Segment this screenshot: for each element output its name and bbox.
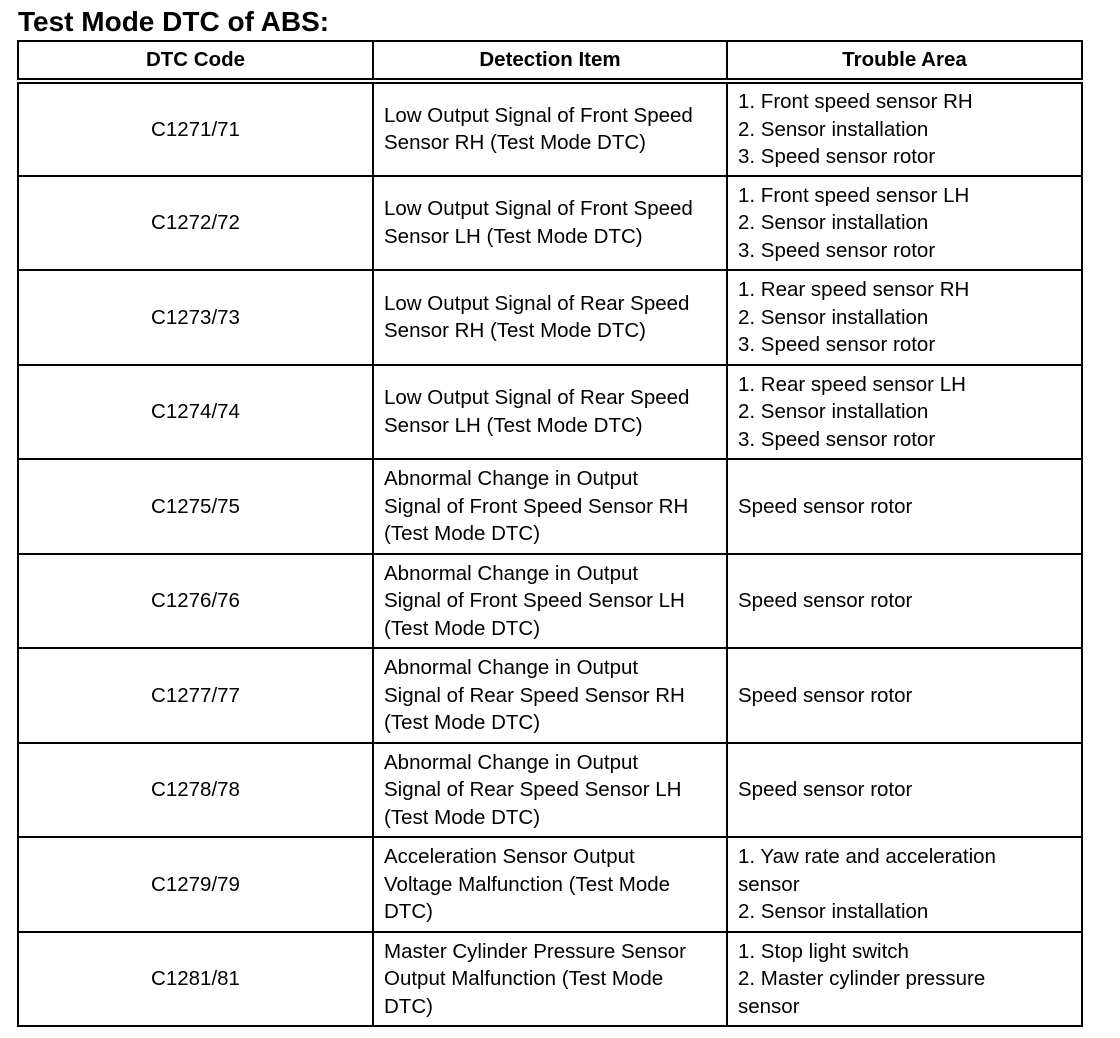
- trouble-area-line: 3. Speed sensor rotor: [738, 238, 936, 262]
- trouble-area-cell: [727, 648, 1082, 743]
- detection-item-line: Low Output Signal of Front Speed: [384, 197, 693, 221]
- table-row: [18, 648, 1082, 743]
- trouble-area-line: sensor: [738, 872, 800, 896]
- detection-item-line: Voltage Malfunction (Test Mode: [384, 872, 671, 896]
- dtc-code-cell: C1273/73: [18, 270, 373, 365]
- trouble-area-cell: [727, 81, 1082, 176]
- table-row: [18, 554, 1082, 649]
- trouble-area-line: 1. Front speed sensor RH: [738, 90, 973, 113]
- trouble-area-line: 2. Sensor installation: [738, 211, 929, 234]
- detection-item-cell: [373, 176, 727, 271]
- trouble-area-line: 2. Sensor installation: [738, 305, 929, 329]
- dtc-code-cell: C1274/74: [18, 365, 373, 460]
- trouble-area-line: Speed sensor rotor: [738, 589, 913, 612]
- detection-item-line: Abnormal Change in Output: [384, 656, 639, 679]
- detection-item-cell: [373, 554, 727, 649]
- dtc-code-cell: C1272/72: [18, 176, 373, 271]
- detection-item-line: Signal of Front Speed Sensor LH: [384, 589, 685, 612]
- trouble-area-cell: [727, 176, 1082, 271]
- dtc-code-cell: C1281/81: [18, 932, 373, 1027]
- detection-item-line: Abnormal Change in Output: [384, 467, 639, 490]
- detection-item-line: Abnormal Change in Output: [384, 561, 639, 585]
- detection-item-line: Abnormal Change in Output: [384, 750, 639, 774]
- dtc-code-cell: C1277/77: [18, 648, 373, 743]
- trouble-area-line: 1. Yaw rate and acceleration: [738, 845, 996, 868]
- trouble-area-line: Speed sensor rotor: [738, 494, 913, 518]
- detection-item-cell: [373, 648, 727, 743]
- header-row: [18, 41, 1082, 81]
- trouble-area-cell: [727, 270, 1082, 365]
- detection-item-line: Sensor RH (Test Mode DTC): [384, 131, 647, 155]
- detection-item-line: Low Output Signal of Rear Speed: [384, 291, 690, 315]
- dtc-code-cell: C1278/78: [18, 743, 373, 838]
- dtc-code-cell: C1275/75: [18, 459, 373, 554]
- trouble-area-cell: [727, 837, 1082, 932]
- dtc-code-cell: C1276/76: [18, 554, 373, 649]
- trouble-area-line: 2. Sensor installation: [738, 400, 929, 423]
- trouble-area-cell: [727, 554, 1082, 649]
- table-row: [18, 459, 1082, 554]
- table-row: [18, 270, 1082, 365]
- detection-item-cell: [373, 459, 727, 554]
- detection-item-line: Signal of Rear Speed Sensor RH: [384, 683, 685, 707]
- detection-item-cell: [373, 365, 727, 460]
- trouble-area-line: sensor: [738, 994, 800, 1018]
- detection-item-line: DTC): [384, 900, 433, 923]
- table-body: [18, 81, 1082, 1026]
- table-row: [18, 365, 1082, 460]
- dtc-code-cell: C1279/79: [18, 837, 373, 932]
- detection-item-line: DTC): [384, 994, 433, 1018]
- detection-item-line: Master Cylinder Pressure Sensor: [384, 939, 686, 963]
- table-row: [18, 932, 1082, 1027]
- dtc-code-cell: C1271/71: [18, 81, 373, 176]
- trouble-area-line: 2. Sensor installation: [738, 117, 929, 141]
- detection-item-line: Output Malfunction (Test Mode: [384, 967, 664, 990]
- trouble-area-cell: [727, 365, 1082, 460]
- trouble-area-line: 1. Rear speed sensor RH: [738, 278, 970, 301]
- detection-item-cell: [373, 270, 727, 365]
- trouble-area-cell: [727, 459, 1082, 554]
- dtc-table: [17, 40, 1083, 1027]
- table-row: [18, 837, 1082, 932]
- header-trouble-area: Trouble Area: [727, 41, 1082, 81]
- detection-item-line: (Test Mode DTC): [384, 616, 541, 640]
- trouble-area-line: 2. Sensor installation: [738, 900, 929, 923]
- trouble-area-line: Speed sensor rotor: [738, 683, 913, 707]
- detection-item-line: (Test Mode DTC): [384, 805, 541, 829]
- detection-item-cell: [373, 81, 727, 176]
- table-row: [18, 81, 1082, 176]
- trouble-area-line: 3. Speed sensor rotor: [738, 427, 936, 451]
- detection-item-line: Low Output Signal of Front Speed: [384, 103, 693, 127]
- detection-item-line: Sensor LH (Test Mode DTC): [384, 413, 643, 437]
- detection-item-cell: [373, 932, 727, 1027]
- page-title: Test Mode DTC of ABS:: [18, 6, 330, 37]
- table-row: [18, 176, 1082, 271]
- detection-item-line: Sensor RH (Test Mode DTC): [384, 319, 647, 343]
- detection-item-line: Low Output Signal of Rear Speed: [384, 386, 690, 410]
- detection-item-line: Sensor LH (Test Mode DTC): [384, 224, 643, 248]
- detection-item-cell: [373, 743, 727, 838]
- trouble-area-line: 2. Master cylinder pressure: [738, 967, 986, 990]
- header-dtc-code: DTC Code: [18, 41, 373, 81]
- detection-item-line: (Test Mode DTC): [384, 711, 541, 734]
- header-detection-item: Detection Item: [373, 41, 727, 81]
- trouble-area-line: 1. Front speed sensor LH: [738, 183, 970, 207]
- detection-item-line: Signal of Rear Speed Sensor LH: [384, 778, 682, 801]
- trouble-area-cell: [727, 932, 1082, 1027]
- detection-item-line: Signal of Front Speed Sensor RH: [384, 494, 689, 518]
- trouble-area-line: Speed sensor rotor: [738, 778, 913, 801]
- trouble-area-line: 1. Rear speed sensor LH: [738, 372, 966, 396]
- table-header: [18, 41, 1082, 81]
- detection-item-line: (Test Mode DTC): [384, 522, 541, 545]
- detection-item-line: Acceleration Sensor Output: [384, 845, 635, 868]
- table-row: [18, 743, 1082, 838]
- detection-item-cell: [373, 837, 727, 932]
- trouble-area-cell: [727, 743, 1082, 838]
- trouble-area-line: 3. Speed sensor rotor: [738, 145, 936, 168]
- trouble-area-line: 1. Stop light switch: [738, 939, 909, 963]
- trouble-area-line: 3. Speed sensor rotor: [738, 333, 936, 356]
